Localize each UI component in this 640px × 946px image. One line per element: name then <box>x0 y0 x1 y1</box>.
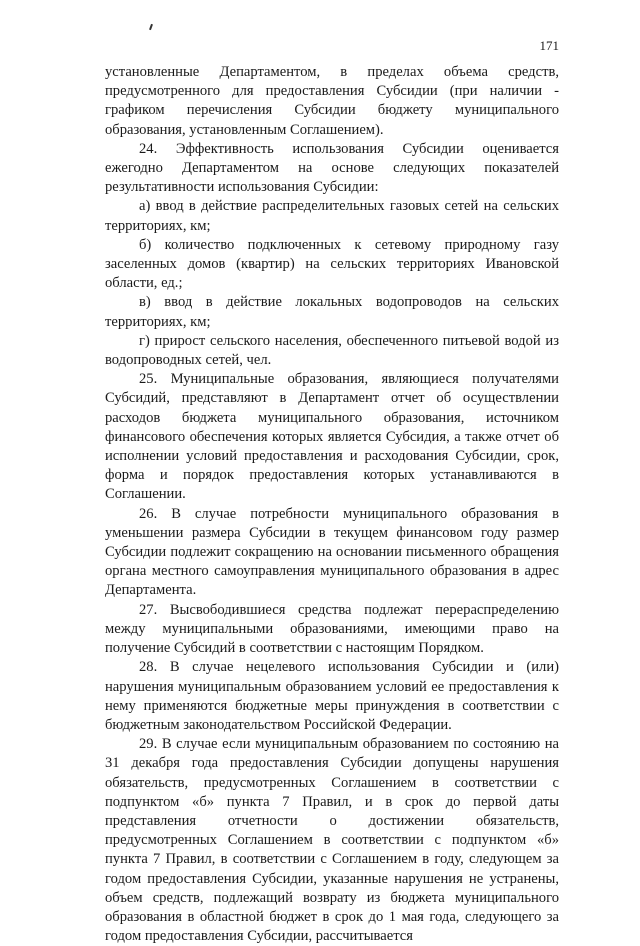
paragraph-intro-continuation: установленные Департаментом, в пределах объема средств, предусмотренного для предоставления Субсидии (при наличии - графиком перечисления Субсидии бюджету муниципального образования, установленным Соглашением). <box>105 64 559 138</box>
paragraph-24: 24. Эффективность использования Субсидии оценивается ежегодно Департаментом на основе следующих показателей результативности использования Субсидии: <box>105 140 559 196</box>
paragraph-27: 27. Высвободившиеся средства подлежат перераспределению между муниципальными образованиями, имеющими право на получение Субсидий в соответствии с настоящим Порядком. <box>105 601 559 657</box>
list-item-b: б) количество подключенных к сетевому природному газу заселенных домов (квартир) на сельских территориях Ивановской области, ед.; <box>105 236 559 292</box>
paragraph-25: 25. Муниципальные образования, являющиеся получателями Субсидий, представляют в Департамент отчет об осуществлении расходов бюджета муниципального образования, источником финансового обеспечения которых является Субсидия, а также отчет об исполнении условий предоставления и расходования Субсидии, срок, форма и порядок предоставления которых устанавливаются в Соглашении. <box>105 371 559 503</box>
paragraph-28: 28. В случае нецелевого использования Субсидии и (или) нарушения муниципальным образованием условий ее предоставления к нему применяются бюджетные меры принуждения в соответствии с бюджетным законодательством Российской Федерации. <box>105 659 559 733</box>
list-item-a: а) ввод в действие распределительных газовых сетей на сельских территориях, км; <box>105 198 559 234</box>
list-item-v: в) ввод в действие локальных водопроводов на сельских территориях, км; <box>105 294 559 330</box>
scan-artifact <box>149 24 153 30</box>
paragraph-26: 26. В случае потребности муниципального образования в уменьшении размера Субсидии в текущем финансовом году размер Субсидии подлежит сокращению на основании письменного обращения органа местного самоуправления муниципального образования в адрес Департамента. <box>105 505 559 599</box>
paragraph-29: 29. В случае если муниципальным образованием по состоянию на 31 декабря года предоставления Субсидии допущены нарушения обязательств, предусмотренных Соглашением в соответствии с подпунктом «б» пункта 7 Правил, и в срок до первой даты представления отчетности о достижении обязательств, предусмотренных Соглашением в соответствии с подпунктом «б» пункта 7 Правил, в соответствии с Соглашением в году, следующем за годом предоставления Субсидии, указанные нарушения не устранены, объем средств, подлежащий возврату из бюджета муниципального образования в областной бюджет в срок до 1 мая года, следующего за годом предоставления Субсидии, рассчитывается <box>105 736 559 945</box>
body-text <box>105 63 559 946</box>
page-number: 171 <box>539 38 559 53</box>
list-item-g: г) прирост сельского населения, обеспеченного питьевой водой из водопроводных сетей, чел. <box>105 332 559 369</box>
